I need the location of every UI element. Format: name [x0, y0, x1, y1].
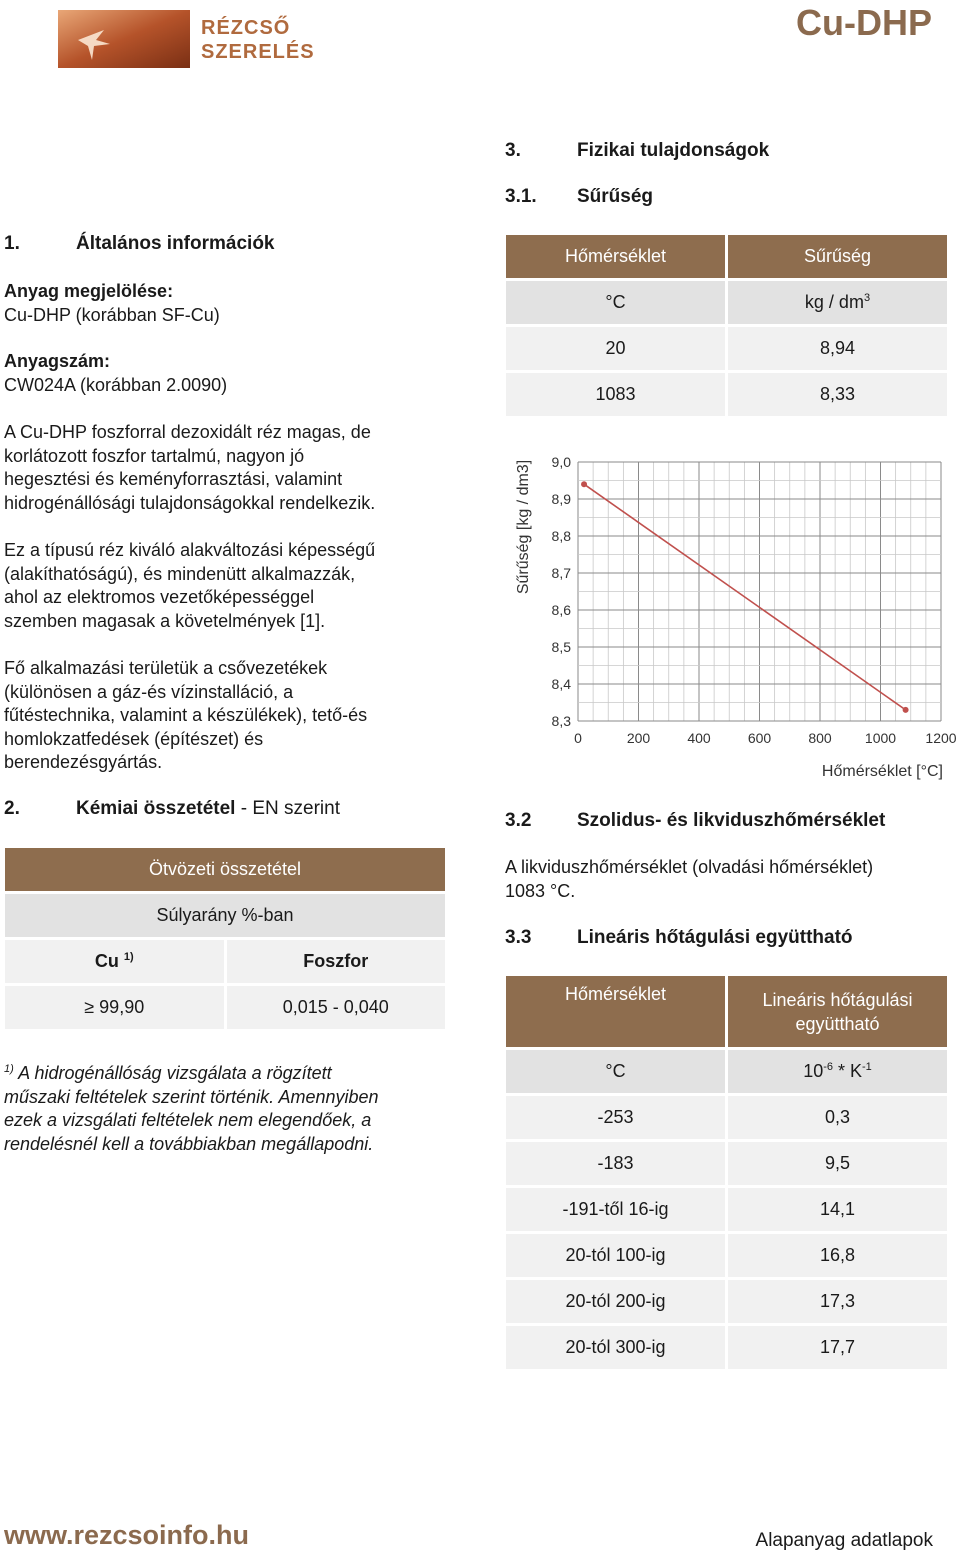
x-axis-label: Hőmérséklet [°C]: [821, 763, 943, 780]
composition-subheader: Súlyarány %-ban: [5, 894, 445, 937]
x-tick-label: 1000: [864, 730, 897, 746]
x-tick-label: 0: [574, 730, 582, 746]
document-title: Cu-DHP: [796, 2, 932, 43]
y-tick-label: 8,6: [551, 602, 571, 618]
footnote: $^{1)}$ A hidrogénállóság vizsgálata a rögzített műszaki feltételek szerint történik. Amennyiben ezek a vizsgálati feltételek nem elegendőek, a rendelésnél kell a továbbiakban megállapodni.: [4, 1063, 379, 1154]
expansion-cell: 9,5: [728, 1142, 947, 1185]
y-axis-label: Sűrűség [kg / dm3]: [515, 459, 532, 595]
density-cell: 8,94: [728, 327, 947, 370]
density-cell: 1083: [506, 373, 725, 416]
section-3-1-heading: 3.1. Sűrűség: [505, 186, 654, 207]
density-unit-temp: °C: [506, 281, 725, 324]
section-3-heading: 3. Fizikai tulajdonságok: [505, 140, 770, 161]
company-logo: [58, 10, 315, 68]
expansion-header-coef: Lineáris hőtágulási együttható: [728, 976, 947, 1047]
material-number: Anyagszám: CW024A (korábban 2.0090): [4, 351, 228, 395]
section-3-2-heading: 3.2 Szolidus- és likviduszhőmérséklet: [505, 810, 886, 831]
density-cell: 8,33: [728, 373, 947, 416]
expansion-unit-temp: °C: [506, 1050, 725, 1093]
footer-label: Alapanyag adatlapok: [755, 1530, 933, 1551]
composition-header: Ötvözeti összetétel: [5, 848, 445, 891]
paragraph-1: A Cu-DHP foszforral dezoxidált réz magas, de korlátozott foszfor tartalmú, nagyon jó hegesztési és keményforrasztási, valamint hidrogénállósági tulajdonságokkal rendelkezik.: [4, 422, 376, 513]
series-line: [584, 484, 906, 710]
x-tick-label: 600: [747, 730, 772, 746]
y-tick-label: 8,3: [551, 713, 571, 729]
expansion-cell: -183: [506, 1142, 725, 1185]
column-phosphorus: Foszfor: [227, 940, 446, 983]
logo-text: RÉZCSŐ SZERELÉS: [201, 17, 315, 63]
data-point: [581, 481, 587, 487]
composition-table: [2, 845, 448, 1032]
y-tick-label: 8,4: [551, 676, 571, 692]
expansion-cell: -191-től 16-ig: [506, 1188, 725, 1231]
expansion-cell: -253: [506, 1096, 725, 1139]
expansion-cell: 20-tól 200-ig: [506, 1280, 725, 1323]
data-point: [903, 707, 909, 713]
paragraph-3: Fő alkalmazási területük a csővezetékek (különösen a gáz-és vízinstalláció, a fűtéstechnika, valamint a készülékek), tető-és homlokzatfedések (építészet) és berendezésgyártás.: [4, 658, 368, 773]
density-cell: 20: [506, 327, 725, 370]
value-cu: ≥ 99,90: [5, 986, 224, 1029]
density-chart: [505, 445, 960, 785]
x-tick-label: 400: [687, 730, 711, 746]
paragraph-2: Ez a típusú réz kiváló alakváltozási képességű (alakíthatóságú), és mindenütt alkalmazzák, ahol az elektromos vezetőképességgel szemben magasak a követelmények [1].: [4, 540, 376, 631]
density-unit-density: kg / $dm^3$: [728, 281, 947, 324]
expansion-cell: 16,8: [728, 1234, 947, 1277]
column-cu: Cu $^{1)}$: [5, 940, 224, 983]
expansion-unit-coef: $10^{-6} * K^{-1}$: [728, 1050, 947, 1093]
expansion-cell: 17,7: [728, 1326, 947, 1369]
copper-pipe-logo-icon: [58, 10, 190, 68]
x-tick-label: 1200: [925, 730, 957, 746]
x-tick-label: 800: [808, 730, 832, 746]
section-3-3-heading: 3.3 Lineáris hőtágulási együttható: [505, 927, 853, 948]
density-table: [503, 232, 950, 419]
material-designation: Anyag megjelölése: Cu-DHP (korábban SF-Cu): [4, 281, 220, 325]
footer-url[interactable]: www.rezcsoinfo.hu: [4, 1520, 250, 1550]
x-tick-label: 200: [626, 730, 651, 746]
density-chart-svg: [505, 445, 960, 785]
expansion-cell: 17,3: [728, 1280, 947, 1323]
section-2-heading: 2. Kémiai összetétel - EN szerint: [4, 798, 340, 819]
expansion-header-temp: Hőmérséklet: [506, 976, 725, 1047]
expansion-cell: 14,1: [728, 1188, 947, 1231]
liquidus-text: A likviduszhőmérséklet (olvadási hőmérséklet) 1083 °C.: [505, 857, 874, 901]
expansion-cell: 0,3: [728, 1096, 947, 1139]
expansion-cell: 20-tól 100-ig: [506, 1234, 725, 1277]
y-tick-label: 8,5: [551, 639, 571, 655]
y-tick-label: 8,7: [551, 565, 571, 581]
expansion-table: [503, 973, 950, 1372]
density-header-temp: Hőmérséklet: [506, 235, 725, 278]
expansion-cell: 20-tól 300-ig: [506, 1326, 725, 1369]
density-header-density: Sűrűség: [728, 235, 947, 278]
y-tick-label: 8,9: [551, 491, 571, 507]
y-tick-label: 9,0: [551, 454, 571, 470]
section-1-heading: 1. Általános információk: [4, 233, 275, 254]
y-tick-label: 8,8: [551, 528, 571, 544]
value-phosphorus: 0,015 - 0,040: [227, 986, 446, 1029]
